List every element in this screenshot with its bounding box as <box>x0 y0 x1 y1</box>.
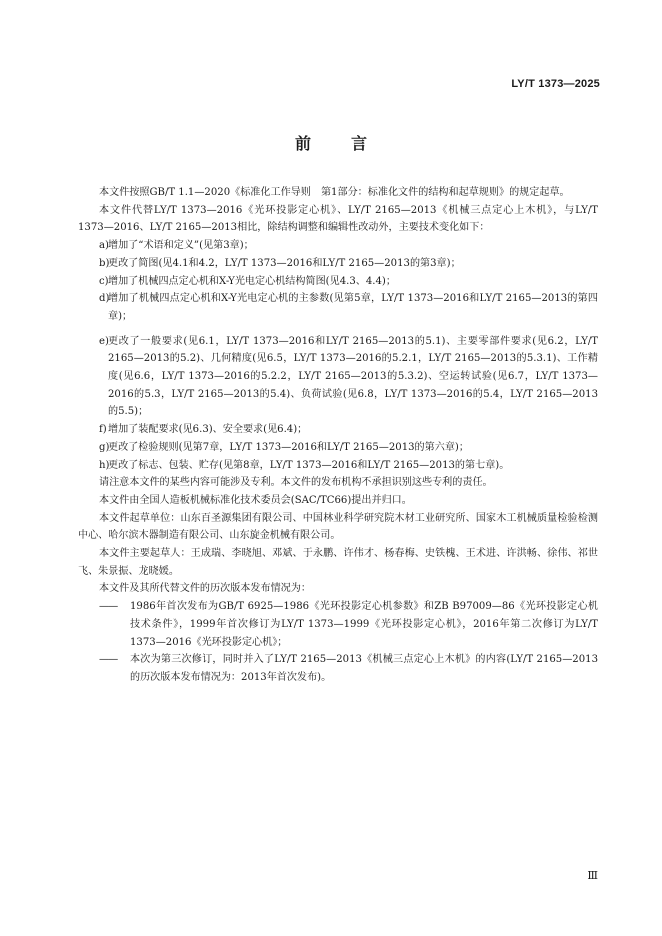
list-marker: b) <box>99 257 110 269</box>
list-item-text: 更改了简图(见4.1和4.2，LY/T 1373—2016和LY/T 2165—2013的第3章)； <box>108 257 461 269</box>
list-item-text: 增加了“术语和定义”(见第3章)； <box>108 240 254 252</box>
list-item <box>78 651 598 686</box>
replacement-paragraph: 本文件代替LY/T 1373—2016《光环投影定心机》、LY/T 2165—2013《机械三点定心上木机》，与LY/T 1373—2016、LY/T 2165—2013相比，除结构调整和编辑性改动外，主要技术变化如下： <box>78 204 598 234</box>
list-item <box>78 439 598 457</box>
list-item <box>78 255 598 273</box>
list-marker: d) <box>99 293 110 305</box>
list-marker: —— <box>99 601 118 613</box>
list-item <box>78 237 598 255</box>
list-marker: g) <box>99 441 110 453</box>
page-number: Ⅲ <box>587 869 598 882</box>
drafting-units-paragraph: 本文件起草单位：山东百圣源集团有限公司、中国林业科学研究院木材工业研究所、国家木工机械质量检验检测中心、哈尔滨木器制造有限公司、山东旋金机械有限公司。 <box>78 512 598 542</box>
standard-code: LY/T 1373—2025 <box>511 78 600 90</box>
list-item <box>78 421 598 439</box>
list-item-text: 更改了一般要求(见6.1，LY/T 1373—2016和LY/T 2165—2013的5.1)、主要零部件要求(见6.2，LY/T 2165—2013的5.2)、几何精度(见6.5，LY/T 1373—2016的5.2.1，LY/T 2165—2013的5.3.1)、工作精度(见6.6，LY/T 1373—2016的5.2.2，LY/T 2165—2013的5.3.2)、空运转试验(见6.7，LY/T 1373—2016的5.3，LY/T 2165—2013的5.4)、负荷试验(见6.8，LY/T 1373—2016的5.4，LY/T 2165—2013的5.5)； <box>108 335 598 418</box>
document-body <box>78 184 598 687</box>
list-item <box>78 290 598 325</box>
list-marker: c) <box>99 275 109 287</box>
list-item <box>78 457 598 475</box>
list-item <box>78 598 598 651</box>
list-item-text: 1986年首次发布为GB/T 6925—1986《光环投影定心机参数》和ZB B97009—86《光环投影定心机技术条件》，1999年首次修订为LY/T 1373—1999《光环投影定心机》，2016年第二次修订为LY/T 1373—2016《光环投影定心机》； <box>130 601 598 648</box>
list-marker: e) <box>99 335 109 347</box>
list-marker: a) <box>99 240 109 252</box>
list-item-text: 更改了标志、包装、贮存(见第8章，LY/T 1373—2016和LY/T 2165—2013的第七章)。 <box>108 459 510 471</box>
proposer-paragraph: 本文件由全国人造板机械标准化技术委员会(SAC/TC66)提出并归口。 <box>99 494 412 506</box>
list-item <box>78 333 598 422</box>
patent-notice: 请注意本文件的某些内容可能涉及专利。本文件的发布机构不承担识别这些专利的责任。 <box>99 477 493 489</box>
list-marker: —— <box>99 654 118 666</box>
history-intro: 本文件及其所代替文件的历次版本发布情况为： <box>99 583 311 595</box>
list-marker: h) <box>99 459 110 471</box>
drafters-paragraph: 本文件主要起草人：王成瑞、李晓旭、邓斌、于永鹏、许伟才、杨春梅、史铁槐、王术进、许洪畅、徐伟、祁世飞、朱景振、龙晓媛。 <box>78 548 598 577</box>
history-list <box>78 598 598 687</box>
changes-list <box>78 237 598 474</box>
intro-paragraph: 本文件按照GB/T 1.1—2020《标准化工作导则 第1部分：标准化文件的结构和起草规则》的规定起草。 <box>99 187 570 198</box>
list-item-text: 本次为第三次修订，同时并入了LY/T 2165—2013《机械三点定心上木机》的内容(LY/T 2165—2013的历次版本发布情况为：2013年首次发布)。 <box>130 654 598 683</box>
list-item-text: 增加了装配要求(见6.3)、安全要求(见6.4)； <box>108 424 308 436</box>
list-item-text: 增加了机械四点定心机和X-Y光电定心机结构简图(见4.3、4.4)； <box>108 275 396 287</box>
list-item-text: 增加了机械四点定心机和X-Y光电定心机的主参数(见第5章，LY/T 1373—2016和LY/T 2165—2013的第四章)； <box>108 293 598 322</box>
list-marker: f) <box>99 424 107 436</box>
list-item <box>78 273 598 291</box>
list-item-text: 更改了检验规则(见第7章，LY/T 1373—2016和LY/T 2165—2013的第六章)； <box>108 441 469 453</box>
page-title: 前言 <box>294 134 407 153</box>
